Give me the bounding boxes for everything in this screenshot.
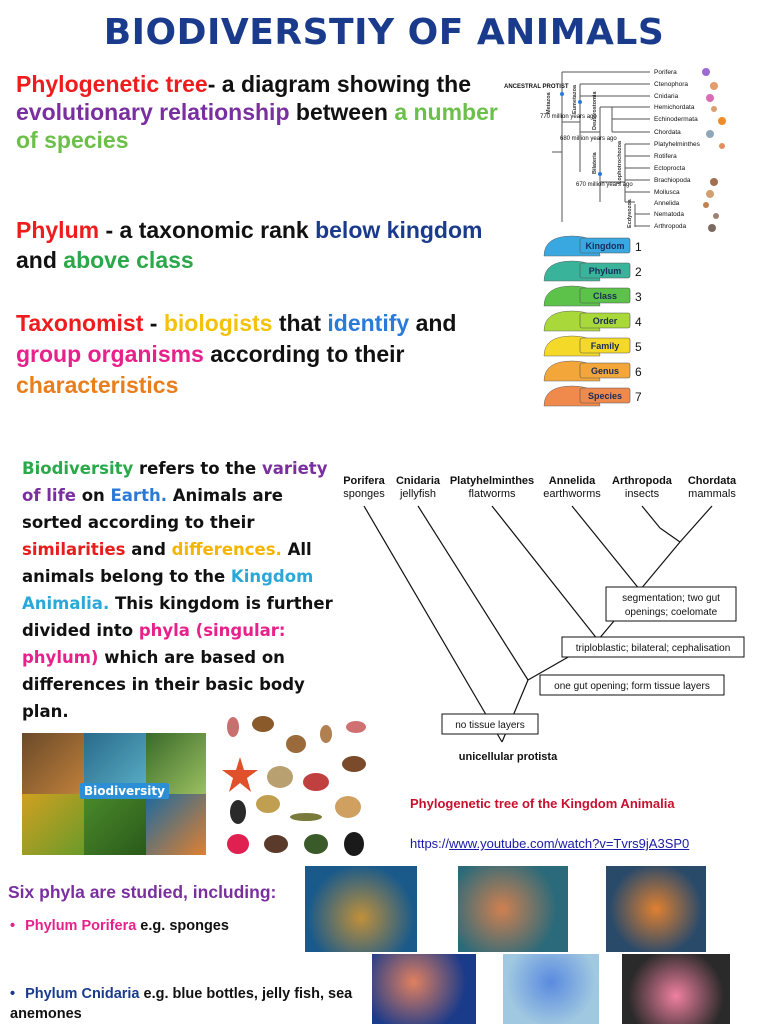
taxon-label: Platyhelminthes <box>654 141 700 148</box>
clado-taxon-name: Porifera <box>343 475 385 487</box>
text-group-organisms: group organisms <box>16 341 204 367</box>
rank-number: 4 <box>635 315 642 329</box>
taxonomic-ranks-stack <box>540 234 670 410</box>
box-no-tissue-text: no tissue layers <box>455 720 525 731</box>
cladogram-root: unicellular protista <box>458 751 558 763</box>
page-title: BIODIVERSTIY OF ANIMALS <box>103 12 665 53</box>
taxon-label: Mollusca <box>654 189 680 196</box>
text-kingdom-animalia: Kingdom Animalia. <box>22 567 314 613</box>
rank-family <box>544 336 642 356</box>
text-below-kingdom: below kingdom <box>315 217 483 243</box>
rank-number: 2 <box>635 265 642 279</box>
text-number-of-species: a number of species <box>16 99 498 153</box>
text: All animals belong to the <box>22 540 312 586</box>
taxon-label: Echinodermata <box>654 116 698 123</box>
text-characteristics: characteristics <box>16 372 179 398</box>
rank-name: Order <box>592 316 618 326</box>
text: Animals are sorted according to their <box>22 486 283 532</box>
box-triploblastic-text: triploblastic; bilateral; cephalisation <box>575 643 731 654</box>
bee-photo <box>22 794 84 855</box>
biodiversity-paragraph <box>22 455 340 725</box>
clade-label: Metazoa <box>546 92 552 114</box>
clade-label: Eumetazoa <box>572 84 578 114</box>
bullet-cnidaria <box>10 984 370 1024</box>
text-differences: differences. <box>171 540 282 559</box>
text-similarities: similarities <box>22 540 126 559</box>
clado-taxon-common: earthworms <box>543 488 601 500</box>
definition-phylum <box>16 215 506 275</box>
term-porifera: Phylum Porifera <box>25 918 137 934</box>
taxon-label: Brachiopoda <box>654 177 691 184</box>
text: on <box>75 486 111 505</box>
term-cnidaria: Phylum Cnidaria <box>25 986 140 1002</box>
taxa-labels <box>654 69 701 230</box>
text-biologists: biologists <box>163 310 273 336</box>
definition-phylogenetic-tree <box>16 70 506 154</box>
taxon-label: Annelida <box>654 200 680 207</box>
clade-label: Bilateria <box>592 152 598 174</box>
rank-name: Species <box>587 391 623 401</box>
text-above-class: above class <box>63 247 194 273</box>
box-segmentation-line2: openings; coelomate <box>624 607 718 618</box>
box-segmentation-line1: segmentation; two gut <box>622 593 720 604</box>
text-identify: identify <box>327 310 410 336</box>
ancestral-label: ANCESTRAL PROTIST <box>504 84 569 90</box>
clade-label: Ecdysozoa <box>627 199 633 228</box>
rank-number: 5 <box>635 340 642 354</box>
text: according to their <box>203 341 405 367</box>
taxon-label: Ectoprocta <box>654 165 686 172</box>
taxon-label: Nematoda <box>654 211 684 218</box>
clado-taxon-name: Arthropoda <box>612 475 672 487</box>
text: - a taxonomic rank <box>99 217 316 243</box>
taxon-label: Chordata <box>654 129 681 136</box>
box-one-gut-text: one gut opening; form tissue layers <box>554 681 710 692</box>
clado-taxon-name: Cnidaria <box>395 475 441 487</box>
bluebottle-photo <box>503 954 599 1024</box>
term-phylum: Phylum <box>16 217 100 243</box>
cladogram-taxa <box>343 475 737 500</box>
text: e.g. blue bottles, jelly fish, sea anemones <box>10 986 353 1022</box>
text-variety-of-life: variety of life <box>22 459 328 505</box>
clado-taxon-name: Annelida <box>548 475 596 487</box>
rank-name: Kingdom <box>585 241 625 251</box>
cladogram-caption: Phylogenetic tree of the Kingdom Animalia <box>410 796 675 811</box>
bullet-dot: • <box>10 986 16 1002</box>
text: - <box>143 310 164 336</box>
organism-thumbnails <box>702 68 726 232</box>
taxon-label: Hemichordata <box>654 104 695 111</box>
link-url[interactable]: www.youtube.com/watch?v=Tvrs9jA3SP0 <box>449 836 690 851</box>
cladogram-boxes <box>442 587 744 763</box>
text: and <box>409 310 457 336</box>
rank-name: Family <box>590 341 620 351</box>
cladogram-branches <box>364 506 712 742</box>
taxon-label: Rotifera <box>654 153 677 160</box>
taxon-label: Ctenophora <box>654 81 688 88</box>
clado-taxon-common: flatworms <box>468 488 516 500</box>
rank-phylum <box>544 261 642 281</box>
rank-name: Phylum <box>588 266 622 276</box>
text: and <box>16 247 64 273</box>
text-earth: Earth. <box>110 486 167 505</box>
squirrel-photo <box>22 733 84 794</box>
text: refers to the <box>133 459 262 478</box>
rank-name: Genus <box>590 366 620 376</box>
text-biodiversity: Biodiversity <box>22 459 134 478</box>
term-phylogenetic-tree: Phylogenetic tree <box>16 71 208 97</box>
clado-taxon-name: Platyhelminthes <box>449 475 535 487</box>
time-680-label: 680 million years ago <box>560 136 617 142</box>
taxon-label: Porifera <box>654 69 677 76</box>
link-prefix[interactable]: https:// <box>410 836 450 851</box>
six-phyla-heading: Six phyla are studied, including: <box>8 882 277 902</box>
rank-class <box>544 286 642 306</box>
frog-photo <box>84 794 146 855</box>
text: This kingdom is further divided into <box>22 594 333 640</box>
animalia-cladogram <box>340 470 752 770</box>
rank-number: 3 <box>635 290 642 304</box>
rank-number: 1 <box>635 240 642 254</box>
jellyfish-photo <box>372 954 476 1024</box>
clade-label: Lophotrochozoa <box>617 140 623 184</box>
time-670-label: 670 million years ago <box>576 182 633 188</box>
rank-name: Class <box>592 291 618 301</box>
time-770-label: 770 million years ago <box>540 114 597 120</box>
clado-taxon-common: sponges <box>343 488 385 500</box>
rank-number: 7 <box>635 390 642 404</box>
text-phyla: phyla (singular: phylum) <box>22 621 286 667</box>
clade-label: Deuterostomia <box>592 91 598 130</box>
anemone-photo <box>622 954 730 1024</box>
text: and <box>125 540 172 559</box>
clado-taxon-name: Chordata <box>687 475 737 487</box>
clado-taxon-common: mammals <box>688 488 736 500</box>
rank-number: 6 <box>635 365 642 379</box>
biodiversity-collage <box>22 733 206 855</box>
taxon-label: Cnidaria <box>654 93 679 100</box>
rank-genus <box>544 361 642 381</box>
rank-species <box>544 386 642 406</box>
text: - a diagram showing the <box>207 71 471 97</box>
text: which are based on differences in their basic body plan. <box>22 648 305 721</box>
rank-kingdom <box>544 236 642 256</box>
taxon-label: Arthropoda <box>654 223 687 230</box>
text-evolutionary: evolutionary relationship <box>16 99 290 125</box>
kingfisher-photo <box>146 794 206 855</box>
bullet-porifera <box>10 918 229 934</box>
animal-phylogeny-diagram <box>500 62 760 234</box>
sponge-photo-3 <box>606 866 706 952</box>
rank-order <box>544 311 642 331</box>
clado-taxon-common: insects <box>624 488 660 500</box>
text: that <box>272 310 328 336</box>
sponge-photo-2 <box>458 866 568 952</box>
ranks-graphic <box>540 234 670 410</box>
definition-taxonomist <box>16 308 506 401</box>
text: between <box>289 99 395 125</box>
text: e.g. sponges <box>136 918 229 934</box>
sponge-photo-1 <box>305 866 417 952</box>
video-link[interactable] <box>410 836 689 851</box>
collage-label: Biodiversity <box>80 783 169 799</box>
term-taxonomist: Taxonomist <box>16 310 144 336</box>
clado-taxon-common: jellyfish <box>399 488 437 500</box>
bullet-dot: • <box>10 918 16 934</box>
